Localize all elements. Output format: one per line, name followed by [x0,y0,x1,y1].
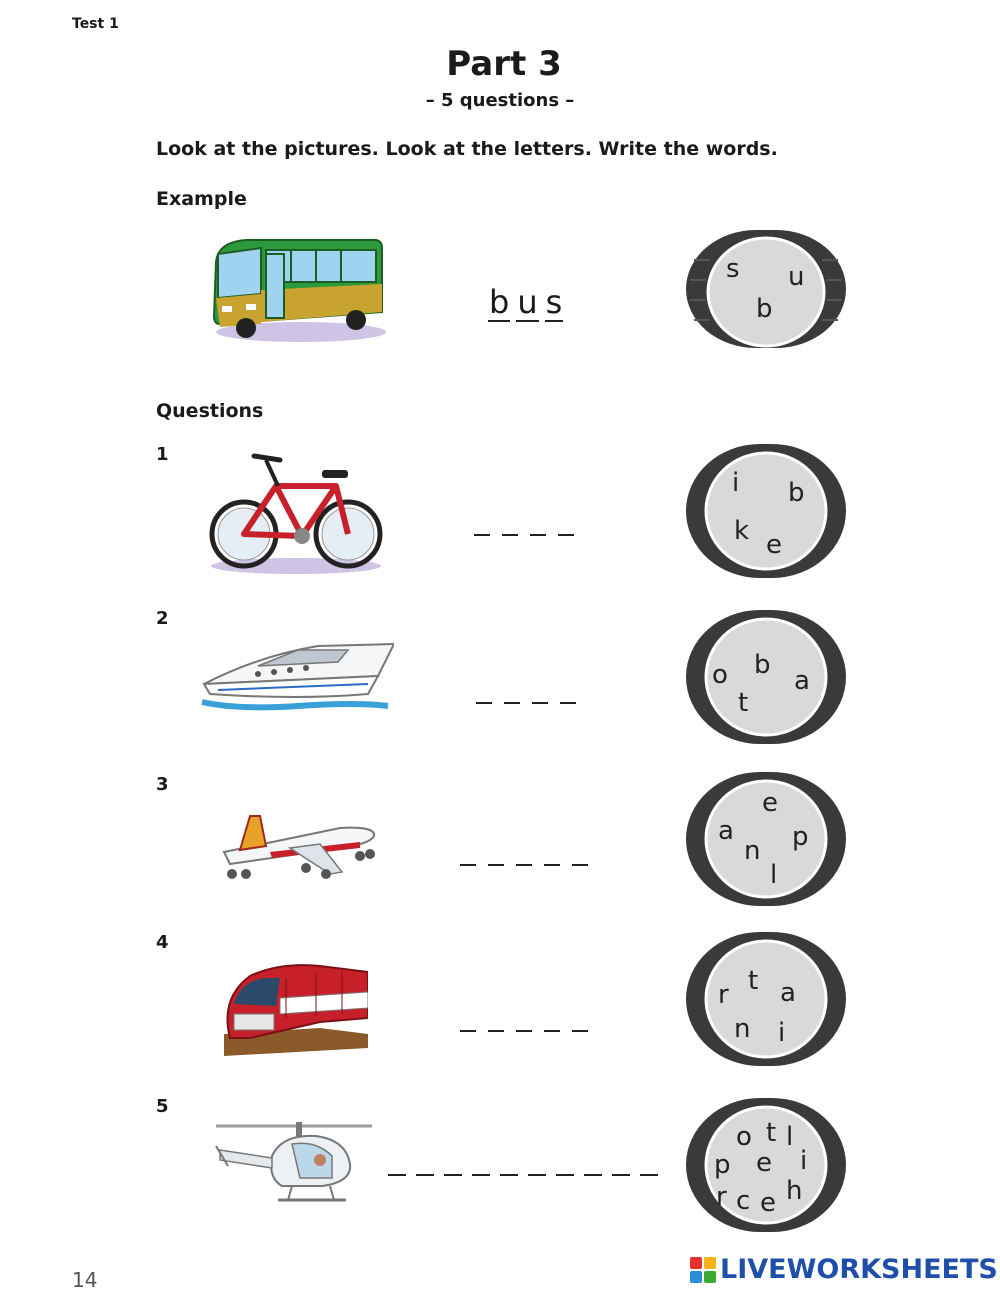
wheel-letter: n [734,1014,751,1044]
wheel-letter: k [734,516,750,546]
brand-logo [690,1254,998,1285]
answer-blank[interactable] [516,1030,532,1032]
letter-wheel-q2 [686,610,846,746]
letter-wheel-q3 [686,772,846,908]
answer-blank[interactable] [572,1030,588,1032]
wheel-letter: n [744,836,761,866]
answer-blank[interactable] [460,1030,476,1032]
answer-blank[interactable] [474,534,490,536]
wheel-letter: l [770,860,778,890]
answer-blank[interactable] [416,1174,434,1176]
wheel-letter: u [788,262,805,292]
answer-blank[interactable] [584,1174,602,1176]
wheel-letter: a [718,816,734,846]
answer-blank[interactable] [558,534,574,536]
wheel-letter: a [780,978,796,1008]
answer-blank[interactable] [444,1174,462,1176]
answer-blank[interactable] [500,1174,518,1176]
instruction-text: Look at the pictures. Look at the letters. Write the words. [156,138,778,160]
example-letter-wheel [686,230,846,350]
wheel-letter: p [714,1150,731,1180]
example-answer-letter: u [517,283,538,321]
answer-blank[interactable] [488,1030,504,1032]
page-number: 14 [72,1268,98,1292]
answer-blank[interactable] [528,1174,546,1176]
example-answer-letter: b [489,283,510,321]
helicopter-picture [212,1116,376,1210]
question-number: 5 [156,1096,169,1117]
letter-wheel-q1 [686,444,846,580]
wheel-letter: e [766,530,782,560]
wheel-letter: a [794,666,810,696]
part-subtitle: – 5 questions – [425,90,575,111]
answer-blank[interactable] [640,1174,658,1176]
wheel-letter: i [800,1146,808,1176]
letter-wheel-q5 [686,1098,846,1234]
brand-name: LIVEWORKSHEETS [720,1254,998,1285]
answer-blank[interactable] [388,1174,406,1176]
bicycle-picture [206,446,386,576]
wheel-letter: c [736,1186,751,1216]
example-label: Example [156,188,247,210]
answer-blank[interactable] [572,864,588,866]
wheel-letter: s [726,254,740,284]
answer-blank[interactable] [472,1174,490,1176]
wheel-letter: t [738,688,749,718]
answer-blank[interactable] [544,864,560,866]
questions-label: Questions [156,400,264,422]
letter-wheel-q4 [686,932,846,1068]
answer-blanks-q4[interactable] [460,1030,588,1032]
answer-blank[interactable] [488,864,504,866]
answer-blank[interactable] [560,702,576,704]
plane-picture [210,808,380,884]
wheel-letter: e [762,788,778,818]
part-title: Part 3 [446,44,562,84]
liveworksheets-logo-icon [690,1257,716,1283]
bus-picture [206,232,386,344]
answer-blank[interactable] [516,864,532,866]
wheel-letter: o [712,660,728,690]
test-label: Test 1 [72,16,119,32]
question-number: 3 [156,774,169,795]
answer-blank[interactable] [532,702,548,704]
wheel-letter: t [748,966,759,996]
wheel-letter: p [792,822,809,852]
answer-blank[interactable] [544,1030,560,1032]
answer-blank[interactable] [460,864,476,866]
train-picture [220,958,368,1058]
wheel-letter: e [760,1188,776,1218]
wheel-letter: r [716,1182,727,1212]
question-number: 2 [156,608,169,629]
answer-blank[interactable] [556,1174,574,1176]
wheel-letter: l [786,1122,794,1152]
answer-blanks-q2[interactable] [476,702,576,704]
wheel-letter: r [718,980,729,1010]
question-number: 1 [156,444,169,465]
answer-blanks-q1[interactable] [474,534,574,536]
answer-blank[interactable] [476,702,492,704]
wheel-letter: h [786,1176,803,1206]
wheel-letter: i [778,1018,786,1048]
wheel-letter: o [736,1122,752,1152]
wheel-letter: b [788,478,805,508]
answer-blanks-q3[interactable] [460,864,588,866]
wheel-letter: t [766,1118,777,1148]
example-answer [488,284,563,322]
answer-blanks-q5[interactable] [388,1174,658,1176]
answer-blank[interactable] [502,534,518,536]
wheel-letter: b [756,294,773,324]
wheel-letter: e [756,1148,772,1178]
answer-blank[interactable] [612,1174,630,1176]
wheel-letter: i [732,468,740,498]
wheel-letter: b [754,650,771,680]
answer-blank[interactable] [504,702,520,704]
answer-blank[interactable] [530,534,546,536]
boat-picture [198,636,394,712]
example-answer-letter: s [545,283,563,321]
question-number: 4 [156,932,169,953]
